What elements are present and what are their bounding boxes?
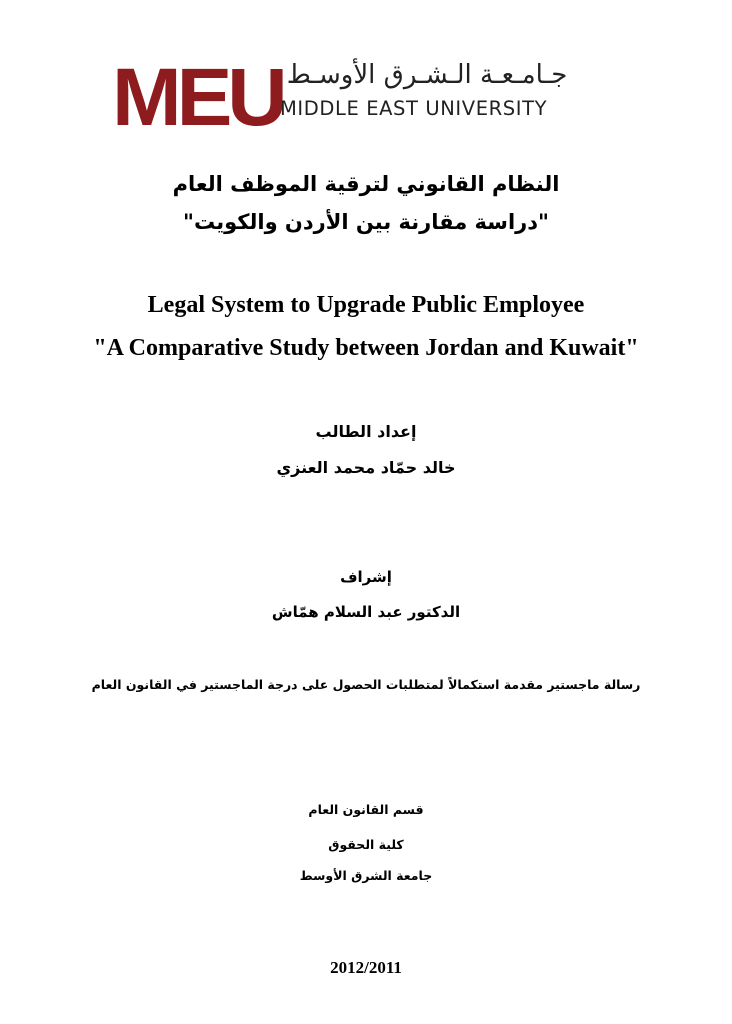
logo-english-name: MIDDLE EAST UNIVERSITY (280, 97, 548, 120)
english-title-line2: "A Comparative Study between Jordan and Kuwait" (93, 335, 639, 361)
university-name: جامعة الشرق الأوسط (299, 868, 433, 883)
prepared-by-label: إعداد الطالب (315, 422, 417, 441)
logo-mark: MEU (112, 52, 283, 143)
university-logo (112, 52, 632, 143)
logo-arabic-name: جـامـعـة الـشـرق الأوسـط (286, 60, 568, 90)
department-name: قسم القانون العام (308, 802, 424, 817)
arabic-title-line1: النظام القانوني لترقية الموظف العام (172, 172, 560, 196)
academic-year: 2012/2011 (330, 958, 402, 977)
arabic-title-line2: "دراسة مقارنة بين الأردن والكويت" (183, 210, 549, 234)
thesis-statement: رسالة ماجستير مقدمة استكمالاً لمتطلبات الحصول على درجة الماجستير في القانون العام (91, 677, 641, 692)
college-name: كلية الحقوق (328, 837, 404, 852)
english-title-line1: Legal System to Upgrade Public Employee (147, 292, 585, 318)
supervisor-name: الدكتور عبد السلام همّاش (271, 603, 461, 621)
supervision-label: إشراف (340, 568, 392, 586)
student-name: خالد حمّاد محمد العنزي (276, 458, 456, 477)
